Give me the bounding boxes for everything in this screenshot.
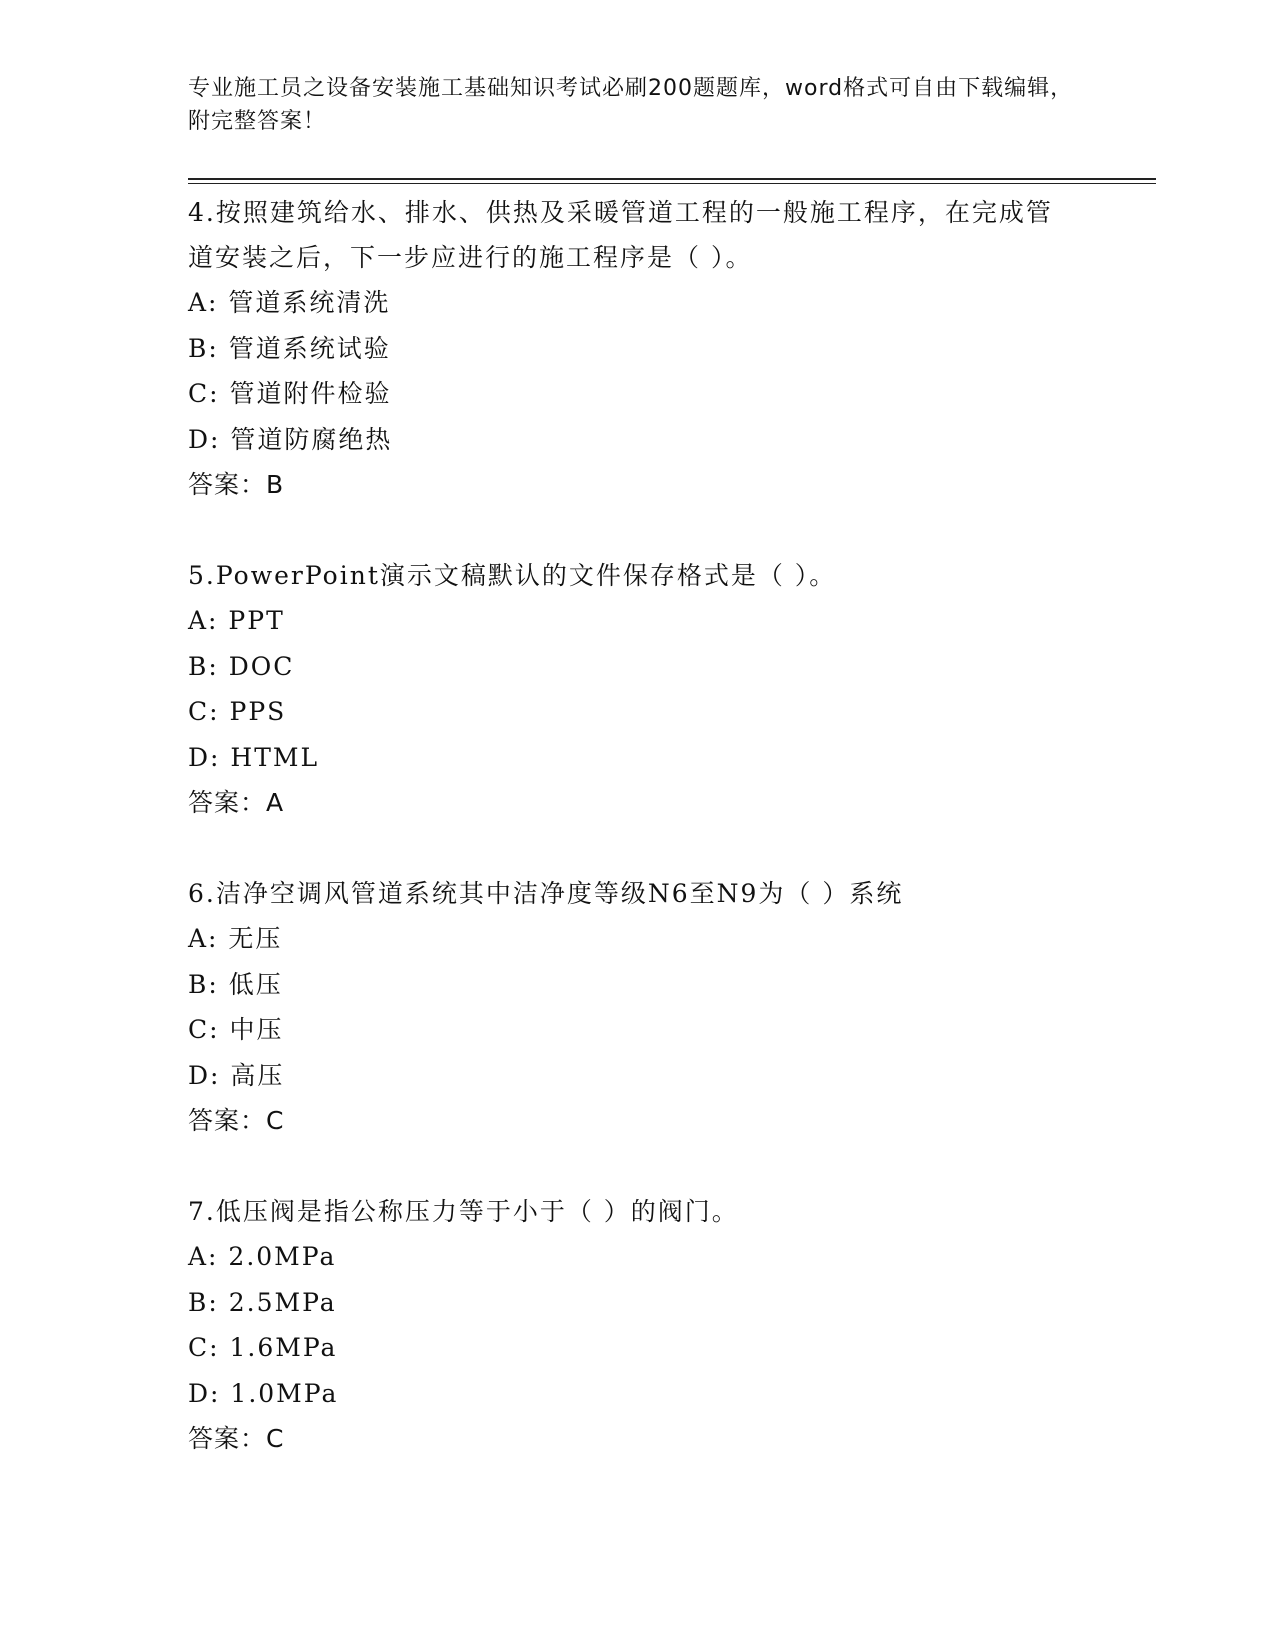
question-6 (188, 871, 1156, 1143)
option-c: C: PPS (188, 697, 287, 726)
option-c: C: 中压 (188, 1015, 284, 1044)
option-d: D: HTML (188, 742, 320, 772)
option-a: A: 无压 (188, 924, 283, 953)
answer: 答案：A (188, 788, 285, 817)
question-5 (188, 553, 1156, 825)
option-b: B: 2.5MPa (188, 1287, 337, 1317)
question-stem: 7.低压阀是指公称压力等于小于（ ）的阀门。 (188, 1197, 739, 1226)
option-d: D: 管道防腐绝热 (188, 424, 393, 454)
option-d: D: 高压 (188, 1060, 285, 1090)
answer: 答案：C (188, 1106, 285, 1135)
question-4 (188, 190, 1156, 507)
question-stem: 4.按照建筑给水、排水、供热及采暖管道工程的一般施工程序，在完成管道安装之后，下一步应进行的施工程序是（ ）。 (188, 198, 1053, 272)
question-stem: 6.洁净空调风管道系统其中洁净度等级N6至N9为（ ）系统 (188, 879, 904, 908)
option-b: B: 管道系统试验 (188, 333, 391, 363)
option-c: C: 管道附件检验 (188, 379, 392, 408)
question-stem: 5.PowerPoint演示文稿默认的文件保存格式是（ ）。 (188, 561, 837, 590)
option-a: A: PPT (188, 606, 285, 635)
option-a: A: 管道系统清洗 (188, 288, 391, 317)
header-divider (188, 178, 1156, 184)
option-a: A: 2.0MPa (188, 1242, 337, 1271)
option-d: D: 1.0MPa (188, 1378, 339, 1408)
answer: 答案：B (188, 470, 285, 499)
document-header: 专业施工员之设备安装施工基础知识考试必刷200题题库，word格式可自由下载编辑，附完整答案！ (188, 76, 1074, 134)
option-c: C: 1.6MPa (188, 1333, 338, 1362)
option-b: B: 低压 (188, 969, 283, 999)
question-7 (188, 1189, 1156, 1461)
answer: 答案：C (188, 1424, 285, 1453)
question-list (188, 190, 1156, 1507)
option-b: B: DOC (188, 651, 295, 681)
